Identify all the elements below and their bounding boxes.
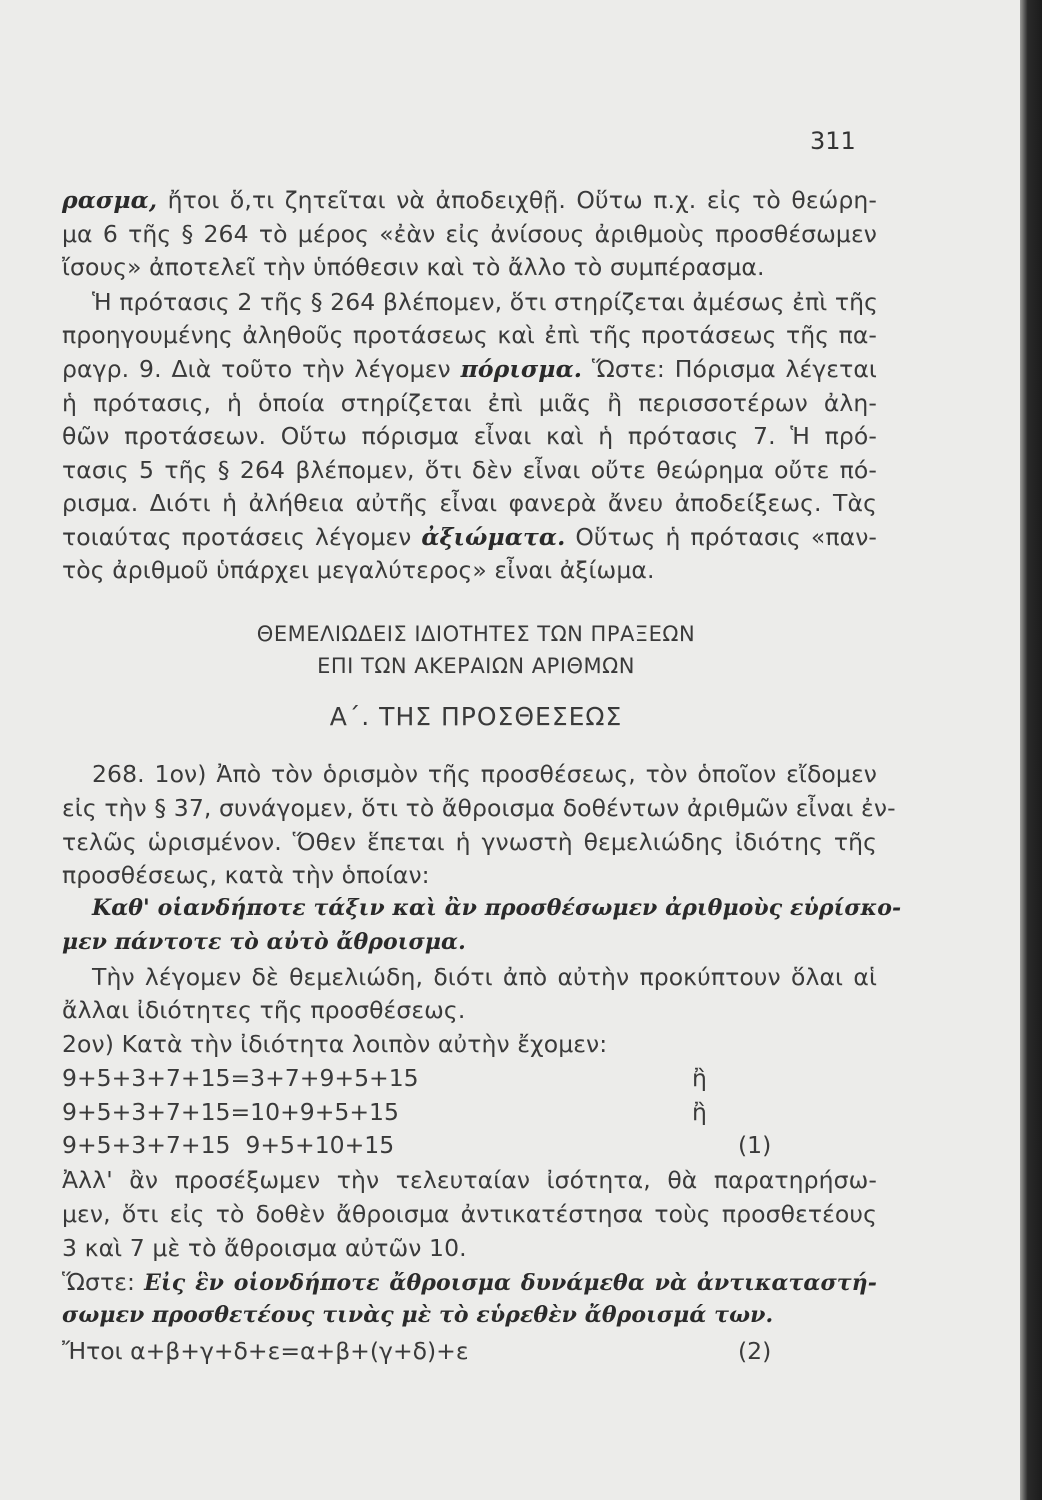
text-span: ραγρ. 9. Διὰ τοῦτο τὴν λέγομεν [62, 355, 451, 383]
italic-term: πόρισμα. [460, 355, 583, 383]
text-line: προσθέσεως, κατὰ τὴν ὁποίαν: [62, 861, 430, 889]
text-span: ἤτοι ὅ,τι ζητεῖται νὰ ἀποδειχθῇ. Οὕτω π.χ. εἰς τὸ θεώρη- [167, 186, 877, 214]
text-line: τὸς ἀριθμοῦ ὑπάρχει μεγαλύτερος» εἶναι ἀξίωμα. [62, 556, 655, 584]
text-line [62, 1268, 877, 1296]
text-line: ἡ πρότασις, ἡ ὁποία στηρίζεται ἐπὶ μιᾶς ἢ περισσοτέρων ἀλη- [62, 389, 877, 417]
italic-line: μεν πάντοτε τὸ αὐτὸ ἄθροισμα. [62, 929, 466, 955]
italic-line: σωμεν προσθετέους τινὰς μὲ τὸ εὑρεθὲν ἄθροισμά των. [62, 1302, 774, 1328]
text-line: 2ον) Κατὰ τὴν ἰδιότητα λοιπὸν αὐτὴν ἔχομεν: [62, 1030, 608, 1058]
equation-tag: (1) [738, 1131, 772, 1159]
equation: 9+5+3+7+15=3+7+9+5+15 [62, 1064, 419, 1092]
text-line: ἴσους» ἀποτελεῖ τὴν ὑπόθεσιν καὶ τὸ ἄλλο τὸ συμπέρασμα. [62, 253, 765, 281]
text-line: ρισμα. Διότι ἡ ἀλήθεια αὐτῆς εἶναι φανερὰ ἄνευ ἀποδείξεως. Τὰς [62, 489, 877, 517]
italic-term: ἀξιώματα. [421, 523, 566, 551]
text-line: Ἀλλ' ἂν προσέξωμεν τὴν τελευταίαν ἰσότητα, θὰ παρατηρήσω- [62, 1166, 877, 1194]
italic-line: Καθ' οἱανδήποτε τάξιν καὶ ἂν προσθέσωμεν ἀριθμοὺς εὑρίσκο- [92, 895, 902, 921]
section-title: ΕΠΙ ΤΩΝ ΑΚΕΡΑΙΩΝ ΑΡΙΘΜΩΝ [317, 654, 635, 678]
text-span: τοιαύτας προτάσεις λέγομεν [62, 523, 412, 551]
italic-term: ρασμα, [62, 186, 158, 214]
page-edge-shadow [1020, 0, 1042, 1500]
text-line: μεν, ὅτι εἰς τὸ δοθὲν ἄθροισμα ἀντικατέστησα τοὺς προσθετέους [62, 1200, 877, 1228]
text-span: Οὕτως ἡ πρότασις «παν- [575, 523, 877, 551]
page-number: 311 [810, 127, 856, 155]
text-line: ἄλλαι ἰδιότητες τῆς προσθέσεως. [62, 996, 466, 1024]
text-line: τελῶς ὡρισμένον. Ὅθεν ἕπεται ἡ γνωστὴ θεμελιώδης ἰδιότης τῆς [62, 828, 877, 856]
text-line: 3 καὶ 7 μὲ τὸ ἄθροισμα αὐτῶν 10. [62, 1234, 467, 1262]
equation: 9+5+3+7+15 9+5+10+15 [62, 1131, 395, 1159]
italic-term: Εἰς ἓν οἱονδήποτε ἄθροισμα δυνάμεθα νὰ ἀντικαταστή- [144, 1270, 878, 1296]
text-line: μα 6 τῆς § 264 τὸ μέρος «ἐὰν εἰς ἀνίσους ἀριθμοὺς προσθέσωμεν [62, 220, 877, 248]
equation: Ἤτοι α+β+γ+δ+ε=α+β+(γ+δ)+ε [62, 1337, 469, 1365]
equation-tag: (2) [738, 1337, 772, 1365]
text-line [62, 355, 877, 383]
equation-tag: ἢ [692, 1064, 707, 1092]
text-line: εἰς τὴν § 37, συνάγομεν, ὅτι τὸ ἄθροισμα δοθέντων ἀριθμῶν εἶναι ἐν- [62, 794, 896, 822]
equation: 9+5+3+7+15=10+9+5+15 [62, 1098, 399, 1126]
text-span: Ὥστε: Πόρισμα λέγεται [591, 355, 877, 383]
text-line: Τὴν λέγομεν δὲ θεμελιώδη, διότι ἀπὸ αὐτὴν προκύπτουν ὅλαι αἱ [92, 963, 877, 991]
text-line: θῶν προτάσεων. Οὕτω πόρισμα εἶναι καὶ ἡ πρότασις 7. Ἡ πρό- [62, 422, 877, 450]
text-line [62, 523, 877, 551]
text-line [62, 186, 877, 214]
text-line: προηγουμένης ἀληθοῦς προτάσεως καὶ ἐπὶ τῆς προτάσεως τῆς πα- [62, 321, 877, 349]
subsection-title: Α΄. ΤΗΣ ΠΡΟΣΘΕΣΕΩΣ [329, 702, 623, 731]
section-title: ΘΕΜΕΛΙΩΔΕΙΣ ΙΔΙΟΤΗΤΕΣ ΤΩΝ ΠΡΑΞΕΩΝ [256, 622, 696, 646]
equation-tag: ἢ [692, 1098, 707, 1126]
text-line: τασις 5 τῆς § 264 βλέπομεν, ὅτι δὲν εἶναι οὔτε θεώρημα οὔτε πό- [62, 456, 877, 484]
text-span: Ὥστε: [62, 1268, 136, 1296]
text-line: 268. 1ον) Ἀπὸ τὸν ὁρισμὸν τῆς προσθέσεως, τὸν ὁποῖον εἴδομεν [92, 760, 877, 788]
text-line: Ἡ πρότασις 2 τῆς § 264 βλέπομεν, ὅτι στηρίζεται ἀμέσως ἐπὶ τῆς [92, 288, 879, 316]
